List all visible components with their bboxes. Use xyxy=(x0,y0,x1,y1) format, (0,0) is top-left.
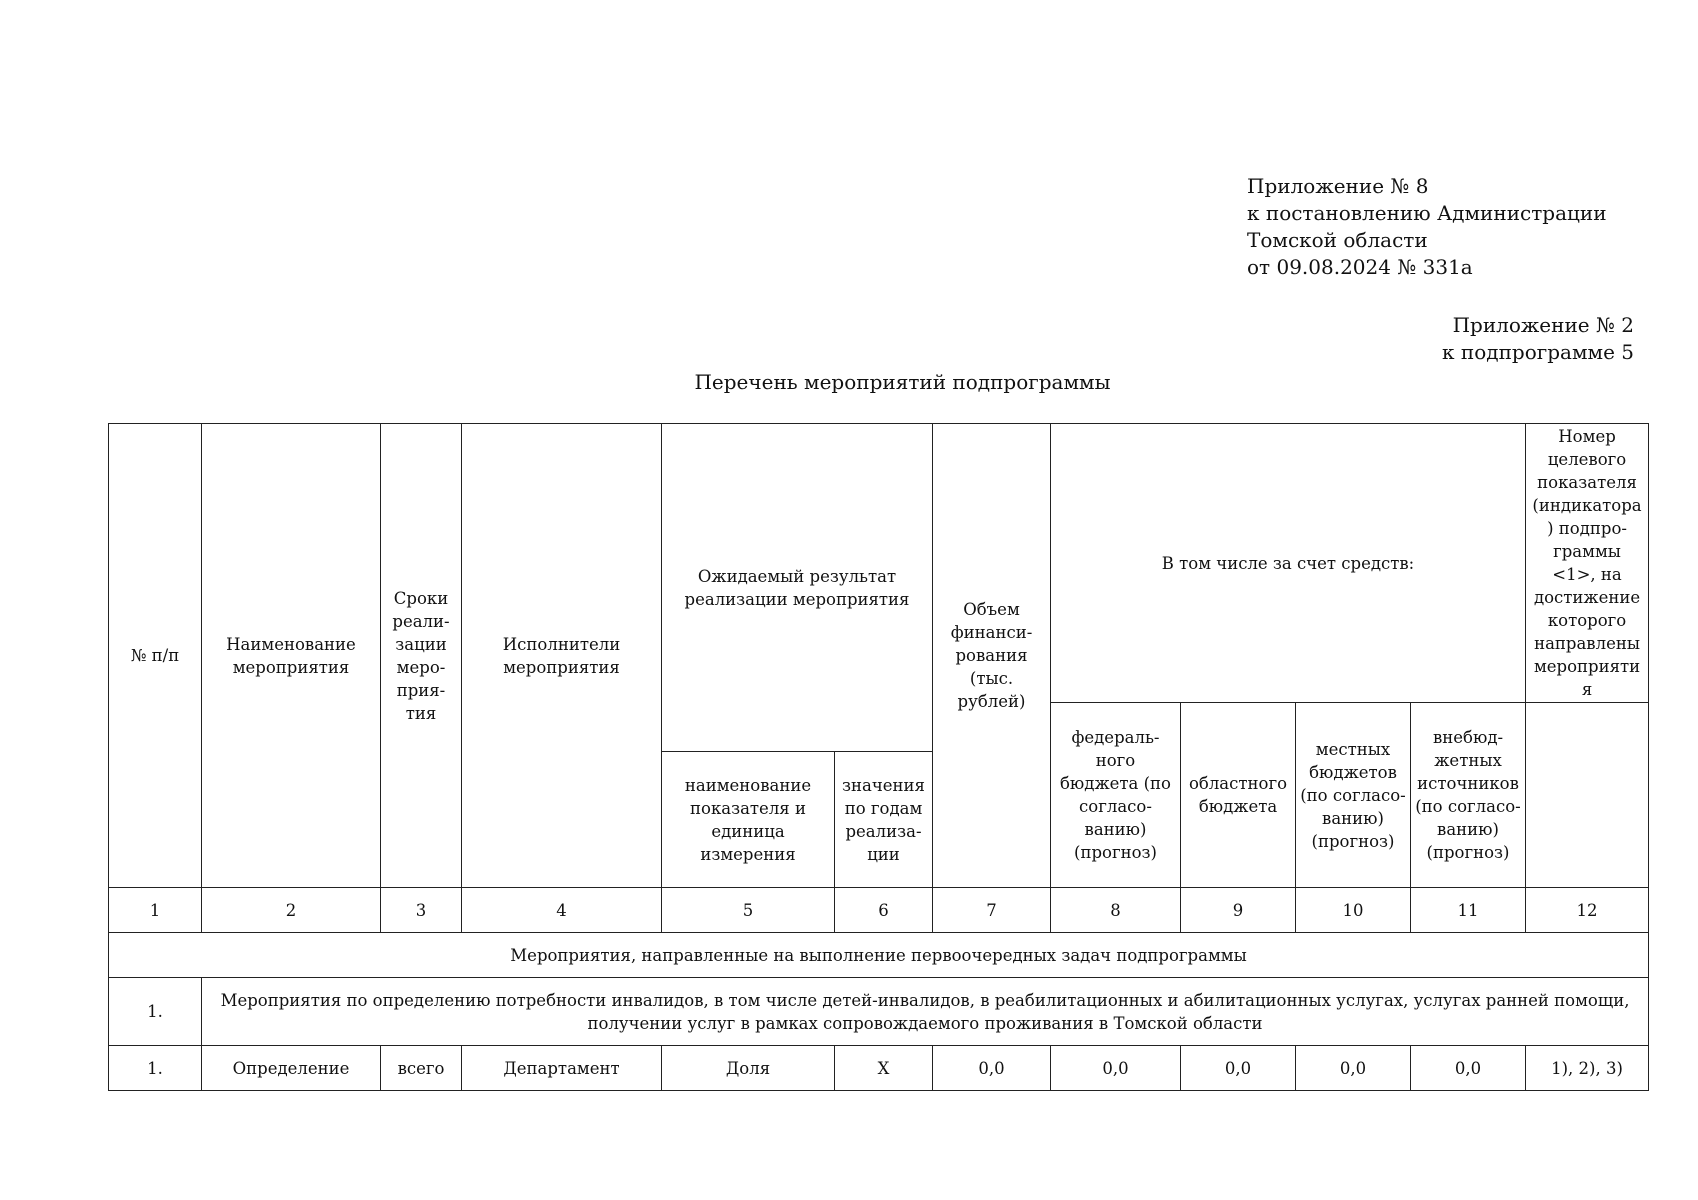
row-name: Определение xyxy=(202,1046,381,1091)
row-executor: Департамент xyxy=(462,1046,662,1091)
column-number: 10 xyxy=(1296,888,1411,933)
task-num: 1. xyxy=(109,978,202,1046)
row-num: 1. xyxy=(109,1046,202,1091)
header-indicator-name: наименование показателя и единица измерения xyxy=(662,752,835,888)
section-title: Мероприятия, направленные на выполнение первоочередных задач подпрограммы xyxy=(109,933,1649,978)
column-number: 12 xyxy=(1526,888,1649,933)
header-volume: Объем финанси-рования (тыс. рублей) xyxy=(933,424,1051,888)
header-including: В том числе за счет средств: xyxy=(1051,424,1526,703)
row-local: 0,0 xyxy=(1296,1046,1411,1091)
header-num: № п/п xyxy=(109,424,202,888)
row-extra: 0,0 xyxy=(1411,1046,1526,1091)
task-row xyxy=(109,978,1649,1046)
row-terms: всего xyxy=(381,1046,462,1091)
row-values: Х xyxy=(835,1046,933,1091)
measures-table xyxy=(108,423,1649,1091)
row-indicator: Доля xyxy=(662,1046,835,1091)
header-target: Номер целевого показателя (индикатора) подпро-граммы <1>, на достижение которого направлены мероприятия xyxy=(1526,424,1649,703)
appendix-8-line: к постановлению Администрации xyxy=(1247,201,1607,225)
appendix-2-block xyxy=(0,312,1634,366)
column-number: 9 xyxy=(1181,888,1296,933)
column-number: 1 xyxy=(109,888,202,933)
task-text: Мероприятия по определению потребности инвалидов, в том числе детей-инвалидов, в реабилитационных и абилитационных услугах, услугах ранней помощи, получении услуг в рамках сопровождаемого проживания в Томской области xyxy=(202,978,1649,1046)
column-number: 4 xyxy=(462,888,662,933)
section-row xyxy=(109,933,1649,978)
row-federal: 0,0 xyxy=(1051,1046,1181,1091)
header-local: местных бюджетов (по согласо-ванию) (прогноз) xyxy=(1296,703,1411,888)
column-number: 7 xyxy=(933,888,1051,933)
column-number: 3 xyxy=(381,888,462,933)
header-terms: Сроки реали-зации меро-прия-тия xyxy=(381,424,462,888)
header-name: Наименование мероприятия xyxy=(202,424,381,888)
header-executors: Исполнители мероприятия xyxy=(462,424,662,888)
table-row xyxy=(109,1046,1649,1091)
header-federal: федераль-ного бюджета (по согласо-ванию) (прогноз) xyxy=(1051,703,1181,888)
appendix-8-line: Томской области xyxy=(1247,228,1428,252)
row-volume: 0,0 xyxy=(933,1046,1051,1091)
appendix-2-line: Приложение № 2 xyxy=(1452,313,1634,337)
header-indicator-values: значения по годам реализа-ции xyxy=(835,752,933,888)
header-regional: областного бюджета xyxy=(1181,703,1296,888)
column-number: 6 xyxy=(835,888,933,933)
header-expected: Ожидаемый результат реализации мероприятия xyxy=(662,424,933,752)
header-target-empty xyxy=(1526,703,1649,888)
column-number: 11 xyxy=(1411,888,1526,933)
document-title: Перечень мероприятий подпрограммы xyxy=(694,370,1111,394)
appendix-8-line: от 09.08.2024 № 331а xyxy=(1247,255,1473,279)
column-number: 5 xyxy=(662,888,835,933)
appendix-8-block xyxy=(1247,173,1607,281)
header-extra: внебюд-жетных источников (по согласо-ванию) (прогноз) xyxy=(1411,703,1526,888)
appendix-8-line: Приложение № 8 xyxy=(1247,174,1429,198)
column-numbers-row xyxy=(109,888,1649,933)
column-number: 2 xyxy=(202,888,381,933)
row-target: 1), 2), 3) xyxy=(1526,1046,1649,1091)
row-regional: 0,0 xyxy=(1181,1046,1296,1091)
appendix-2-line: к подпрограмме 5 xyxy=(1442,340,1634,364)
column-number: 8 xyxy=(1051,888,1181,933)
